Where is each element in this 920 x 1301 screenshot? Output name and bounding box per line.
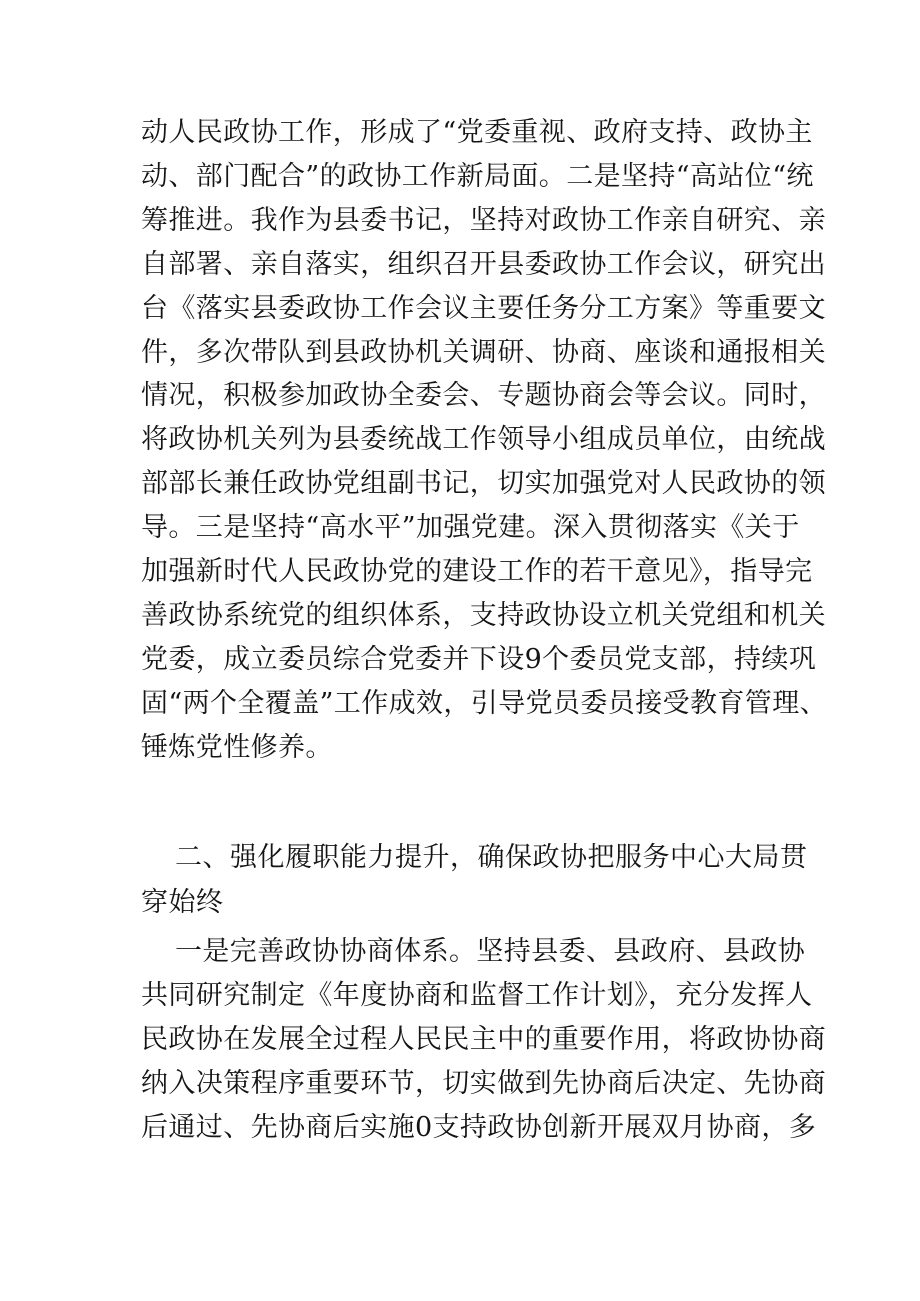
text-line: 民政协在发展全过程人民民主中的重要作用，将政协协商	[141, 1023, 826, 1055]
text-line: 导。三是坚持“高水平”加强党建。深入贯彻落实《关于	[141, 512, 800, 544]
text-line: 共同研究制定《年度协商和监督工作计划》，充分发挥人	[141, 979, 813, 1011]
section-heading	[141, 835, 808, 925]
text-line: 件，多次带队到县政协机关调研、协商、座谈和通报相关	[141, 336, 826, 368]
text-line: 加强新时代人民政协党的建设工作的若干意见》，指导完	[141, 556, 813, 588]
text-line: 党委，成立委员综合党委并下设9个委员党支部，持续巩	[141, 643, 817, 675]
text-line: 一是完善政协协商体系。坚持县委、县政府、县政协	[175, 936, 806, 967]
paragraph-1	[141, 111, 828, 770]
text-line: 纳入决策程序重要环节，切实做到先协商后决定、先协商	[141, 1067, 826, 1099]
text-line: 动人民政协工作，形成了“党委重视、政府支持、政协主	[141, 117, 813, 148]
text-line: 筹推进。我作为县委书记，坚持对政协工作亲自研究、亲	[141, 204, 826, 236]
text-line: 自部署、亲自落实，组织召开县委政协工作会议，研究出	[141, 248, 826, 280]
text-line: 将政协机关列为县委统战工作领导小组成员单位，由统战	[141, 424, 826, 456]
text-line: 台《落实县委政协工作会议主要任务分工方案》等重要文	[141, 292, 826, 324]
paragraph-2	[141, 930, 826, 1150]
heading-line: 穿始终	[141, 887, 224, 918]
text-line: 善政协系统党的组织体系，支持政协设立机关党组和机关	[141, 599, 826, 631]
text-line: 锤炼党性修养。	[141, 731, 333, 763]
heading-line: 二、强化履职能力提升，确保政协把服务中心大局贯	[175, 842, 808, 873]
text-line: 动、部门配合”的政协工作新局面。二是坚持“高站位“统	[141, 160, 814, 192]
text-line: 情况，积极参加政协全委会、专题协商会等会议。同时，	[141, 380, 826, 412]
text-line: 后通过、先协商后实施0支持政协创新开展双月协商，多	[141, 1111, 817, 1143]
text-line: 部部长兼任政协党组副书记，切实加强党对人民政协的领	[141, 468, 826, 500]
text-line: 固“两个全覆盖”工作成效，引导党员委员接受教育管理、	[141, 687, 828, 719]
